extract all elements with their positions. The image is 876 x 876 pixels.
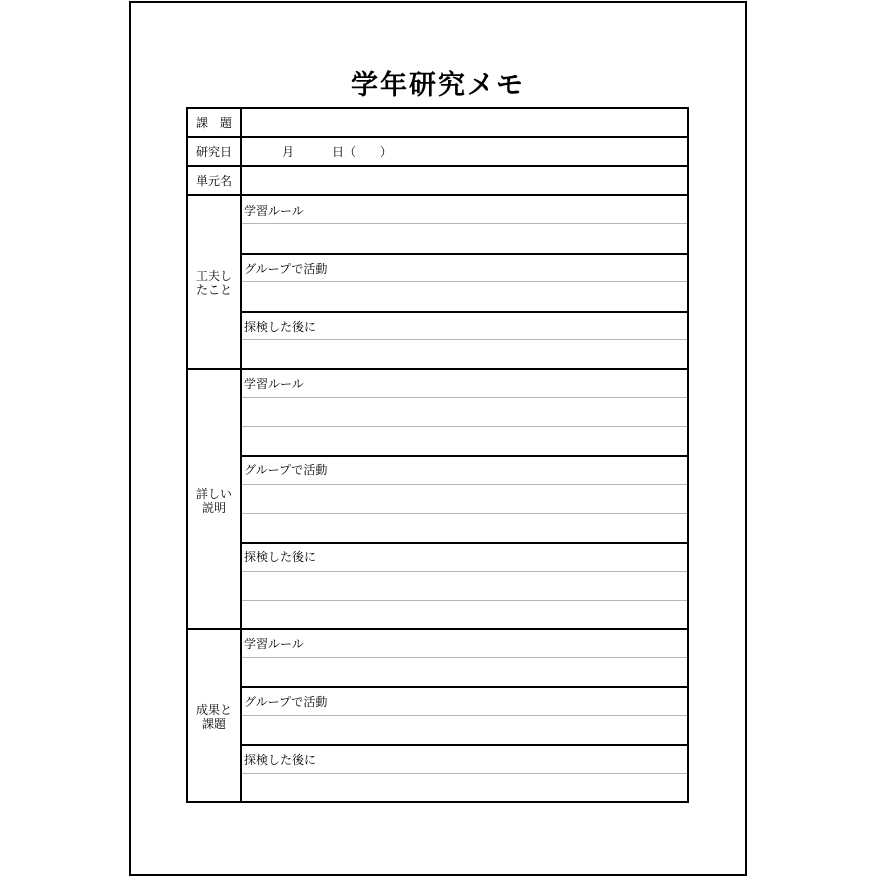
section-label: 工夫し たこと — [195, 269, 232, 297]
page-title: 学年研究メモ — [351, 70, 525, 101]
date-month: 月 — [282, 145, 295, 159]
unit-label: 単元名 — [195, 174, 232, 188]
section-label: 詳しい 説明 — [195, 487, 232, 515]
sub-label-after: 探検した後に — [244, 550, 317, 564]
writing-line — [242, 223, 687, 224]
date-field[interactable] — [242, 138, 687, 165]
item-divider — [242, 253, 687, 255]
writing-line — [242, 571, 687, 572]
section-divider — [188, 368, 687, 370]
date-label: 研究日 — [195, 145, 232, 159]
sub-label-group: グループで活動 — [244, 695, 328, 709]
section-label: 成果と 課題 — [195, 703, 232, 731]
sub-label-rules: 学習ルール — [244, 204, 304, 218]
writing-line — [242, 484, 687, 485]
writing-line — [242, 773, 687, 774]
item-divider — [242, 686, 687, 688]
subject-field[interactable] — [242, 109, 687, 136]
writing-line — [242, 513, 687, 514]
sub-label-after: 探検した後に — [244, 753, 317, 767]
sub-label-rules: 学習ルール — [244, 637, 304, 651]
item-divider — [242, 311, 687, 313]
unit-field[interactable] — [242, 167, 687, 194]
date-day: 日（ ） — [332, 145, 393, 159]
item-divider — [242, 744, 687, 746]
writing-line — [242, 397, 687, 398]
sub-label-after: 探検した後に — [244, 320, 317, 334]
section-divider — [188, 628, 687, 630]
writing-line — [242, 600, 687, 601]
writing-line — [242, 715, 687, 716]
item-divider — [242, 542, 687, 544]
row-divider — [188, 194, 687, 196]
label-column — [188, 109, 242, 801]
writing-line — [242, 339, 687, 340]
sub-label-rules: 学習ルール — [244, 377, 304, 391]
subject-label: 課 題 — [195, 116, 232, 130]
sub-label-group: グループで活動 — [244, 262, 328, 276]
memo-form — [186, 107, 689, 803]
writing-line — [242, 281, 687, 282]
writing-line — [242, 426, 687, 427]
item-divider — [242, 455, 687, 457]
sub-label-group: グループで活動 — [244, 463, 328, 477]
writing-line — [242, 657, 687, 658]
